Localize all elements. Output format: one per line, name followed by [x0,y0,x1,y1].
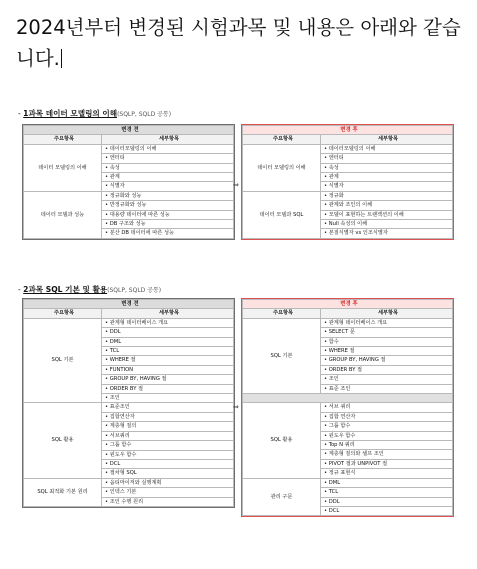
detail-item: • 표준조인 [102,403,234,412]
section1-after-col1: 주요항목 [243,135,321,144]
detail-item: • 속성 [321,163,453,172]
section1-before-col1: 주요항목 [24,135,102,144]
detail-item: • 서브쿼리 [102,431,234,440]
detail-item: • 분산 DB 데이터에 따른 성능 [102,229,234,238]
headline-line-1: 2024년부터 변경된 시험과목 및 내용은 아래와 같습 [16,16,461,39]
section1-title-main: 1과목 데이터 모델링의 이해 [23,109,118,118]
detail-item: • TCL [102,347,234,356]
detail-item: • 조인 수행 원리 [102,497,234,506]
detail-item: • Null 속성의 이해 [321,220,453,229]
detail-item: • 모델이 표현하는 트랜잭션의 이해 [321,210,453,219]
section2-after-col1: 주요항목 [243,309,321,318]
section1-after-header: 변경 후 [243,126,453,135]
detail-item: • 함수 [321,337,453,346]
detail-item: • DML [102,337,234,346]
detail-item: • 데이터모델링의 이해 [102,144,234,153]
detail-item: • 조인 [102,394,234,403]
section1-before-table [22,124,235,240]
section1-after-table [241,124,454,240]
detail-item: • WHERE 절 [321,347,453,356]
detail-item: • 엔터티 [321,154,453,163]
section2-title-sub: (SQLP, SQLD 공통) [107,287,162,294]
section2-after-table [241,298,454,517]
section2-before-col1: 주요항목 [24,309,102,318]
category-cell: 데이터 모델과 성능 [24,191,102,238]
detail-item: • GROUP BY, HAVING 절 [102,375,234,384]
text-cursor [61,49,62,68]
detail-item: • DB 구조와 성능 [102,220,234,229]
section2-before-col2: 세부항목 [102,309,234,318]
detail-item: • 윈도우 함수 [321,431,453,440]
detail-item: • 관계형 데이터베이스 개요 [102,318,234,327]
category-cell: 데이터 모델링의 이해 [243,144,321,191]
category-cell: SQL 활용 [24,403,102,478]
section1-title-sub: (SQLP, SQLD 공통) [117,111,172,118]
section1-title-prefix: - [18,109,24,118]
detail-item: • Top N 쿼리 [321,441,453,450]
detail-item: • 반정규화와 성능 [102,201,234,210]
detail-item: • 표준 조인 [321,384,453,393]
detail-item: • 그룹 함수 [102,441,234,450]
section2-title-prefix: - [18,285,24,294]
category-cell: SQL 활용 [243,403,321,478]
detail-item: • FUNTION [102,365,234,374]
detail-item: • 관계형 데이터베이스 개요 [321,318,453,327]
detail-item: • 조인 [321,375,453,384]
section1-title [18,108,171,119]
detail-item: • 대용량 데이터에 따른 성능 [102,210,234,219]
detail-item: • 정규화 [321,191,453,200]
category-cell: SQL 최적화 기본 원리 [24,478,102,506]
detail-item: • WHERE 절 [102,356,234,365]
detail-item: • DCL [321,506,453,515]
detail-item: • 윈도우 함수 [102,450,234,459]
headline-line-2-text: 니다. [16,47,60,70]
category-cell: SQL 기본 [243,318,321,393]
detail-item: • 그룹 함수 [321,422,453,431]
detail-item: • ORDER BY 절 [321,365,453,374]
detail-item: • DDL [321,497,453,506]
section2-after-col2: 세부항목 [321,309,453,318]
detail-item: • 계층형 질의와 셀프 조인 [321,450,453,459]
section2-after-header: 변경 후 [243,300,453,309]
detail-item: • 속성 [102,163,234,172]
detail-item: • 정규화와 성능 [102,191,234,200]
section2-arrow-icon: ⇒ [233,403,239,411]
category-cell: 데이터 모델링의 이해 [24,144,102,191]
category-cell: 데이터 모델과 SQL [243,191,321,238]
detail-item: • 식별자 [102,182,234,191]
detail-item: • 식별자 [321,182,453,191]
category-cell: 관리 구문 [243,478,321,516]
detail-item: • DDL [102,328,234,337]
headline-line-2 [16,43,468,74]
headline [16,12,468,74]
section2-before-header: 변경 전 [24,300,234,309]
section1-arrow-icon: ⇒ [233,181,239,189]
detail-item: • 관계 [102,173,234,182]
detail-item: • 관계 [321,173,453,182]
section2-title-main: 2과목 SQL 기본 및 활용 [23,285,108,294]
detail-item: • 절차형 SQL [102,469,234,478]
section1-after-col2: 세부항목 [321,135,453,144]
detail-item: • TCL [321,488,453,497]
detail-item: • GROUP BY, HAVING 절 [321,356,453,365]
category-cell: SQL 기본 [24,318,102,403]
detail-item: • DCL [102,459,234,468]
section2-before-table [22,298,235,508]
detail-item: • 데이터모델링의 이해 [321,144,453,153]
detail-item: • 집합연산자 [102,412,234,421]
detail-item: • ORDER BY 절 [102,384,234,393]
section1-before-col2: 세부항목 [102,135,234,144]
detail-item: • 계층형 질의 [102,422,234,431]
detail-item: • 인덱스 기본 [102,488,234,497]
section1-before-header: 변경 전 [24,126,234,135]
detail-item: • 본질식별자 vs 인조식별자 [321,229,453,238]
detail-item: • 관계와 조인의 이해 [321,201,453,210]
detail-item: • SELECT 문 [321,328,453,337]
detail-item: • 정규 표현식 [321,469,453,478]
detail-item: • PIVOT 절과 UNPIVOT 절 [321,459,453,468]
blank-row [243,394,453,403]
detail-item: • 엔터티 [102,154,234,163]
detail-item: • 옵티마이저와 실행계획 [102,478,234,487]
section2-title [18,284,161,295]
detail-item: • 집합 연산자 [321,412,453,421]
detail-item: • DML [321,478,453,487]
detail-item: • 서브 쿼리 [321,403,453,412]
